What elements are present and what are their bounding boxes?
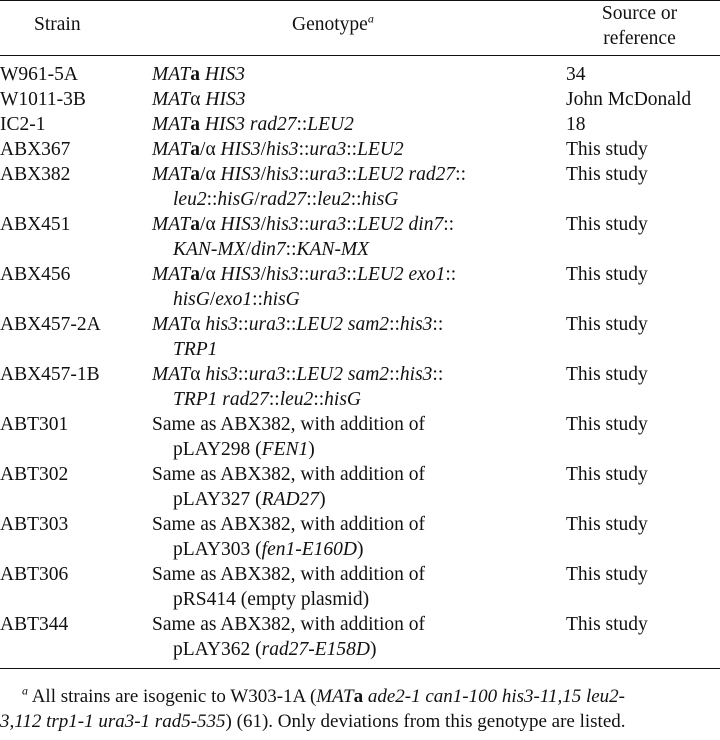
genotype-part: HIS3 <box>200 89 246 110</box>
source-cell: This study <box>566 564 648 585</box>
genotype-line-2 <box>152 587 559 612</box>
source-cell: 34 <box>566 64 586 85</box>
genotype-part: :: <box>298 164 310 185</box>
source-cell: This study <box>566 414 648 435</box>
genotype-part: :: <box>285 239 297 260</box>
header-strain <box>0 1 152 56</box>
footnote-text: MAT <box>316 686 354 707</box>
genotype-part: pLAY303 ( <box>173 539 262 560</box>
genotype-part: his3 <box>266 164 299 185</box>
genotype-part: ura3 <box>248 314 286 335</box>
strain-cell: ABX451 <box>0 214 71 235</box>
header-source-text <box>602 1 677 51</box>
genotype-part: hisG <box>173 289 210 310</box>
genotype-part: din7 <box>251 239 286 260</box>
genotype-line-1: Same as ABX382, with addition of <box>152 614 425 635</box>
genotype-line-2 <box>152 337 559 362</box>
genotype-cell <box>152 262 559 312</box>
source-cell: This study <box>566 364 648 385</box>
table-row <box>0 362 720 412</box>
table-header <box>0 1 720 56</box>
genotype-line-2 <box>152 387 559 412</box>
source-cell: This study <box>566 264 648 285</box>
genotype-part: his3 <box>200 364 238 385</box>
genotype-part: MAT <box>152 64 191 85</box>
genotype-part: hisG <box>324 389 361 410</box>
table-row <box>0 412 720 462</box>
genotype-part: leu2 <box>173 189 207 210</box>
genotype-part: / <box>209 289 216 310</box>
genotype-part: :: <box>298 214 310 235</box>
source-cell: This study <box>566 314 648 335</box>
genotype-part: hisG <box>361 189 399 210</box>
genotype-part: :: <box>313 389 325 410</box>
table-row <box>0 262 720 312</box>
genotype-part: fen1-E160D <box>261 539 357 560</box>
header-source-line2: reference <box>603 28 676 49</box>
genotype-part: HIS3 <box>220 264 261 285</box>
genotype-part: LEU2 rad27 <box>357 164 456 185</box>
strain-cell: ABX457-1B <box>0 364 100 385</box>
source-cell: This study <box>566 164 648 185</box>
genotype-cell <box>152 612 559 669</box>
genotype-part: :: <box>346 264 358 285</box>
strain-cell: ABX457-2A <box>0 314 101 335</box>
strain-cell: ABT306 <box>0 564 69 585</box>
genotype-part: ) <box>319 489 326 510</box>
genotype-part: / <box>245 239 251 260</box>
genotype-part: pRS414 (empty plasmid) <box>173 589 370 610</box>
genotype-part: ura3 <box>309 139 347 160</box>
genotype-part: :: <box>306 189 318 210</box>
header-source <box>559 1 720 56</box>
genotype-part: :: <box>298 264 310 285</box>
genotype-line-1 <box>152 264 456 285</box>
genotype-part: :: <box>445 264 457 285</box>
footnote-text: 3,112 trp1-1 ura3-1 rad5-535 <box>0 711 226 732</box>
strain-cell: ABT303 <box>0 514 69 535</box>
genotype-part: pLAY327 ( <box>173 489 262 510</box>
genotype-part: :: <box>346 164 358 185</box>
genotype-part: ura3 <box>309 264 347 285</box>
genotype-line-1 <box>152 364 443 385</box>
genotype-cell <box>152 56 559 88</box>
source-cell: 18 <box>566 114 586 135</box>
header-genotype <box>152 1 559 56</box>
genotype-line-2 <box>152 437 559 462</box>
genotype-part: KAN-MX <box>296 239 370 260</box>
genotype-part: his3 <box>200 314 238 335</box>
genotype-part: rad27 <box>259 189 307 210</box>
genotype-part: his3 <box>399 314 433 335</box>
source-cell: This study <box>566 614 648 635</box>
footnote-text: ade2-1 can1-100 his3-11,15 leu2- <box>363 686 625 707</box>
strain-cell: W961-5A <box>0 64 78 85</box>
genotype-part: / <box>260 164 267 185</box>
strain-cell: IC2-1 <box>0 114 46 135</box>
table-row <box>0 562 720 612</box>
genotype-part: / <box>254 189 260 210</box>
genotype-part: RAD27 <box>261 489 320 510</box>
genotype-line-2 <box>152 537 559 562</box>
genotype-part: ) <box>308 439 315 460</box>
genotype-part: :: <box>346 139 358 160</box>
genotype-part: rad27-E158D <box>261 639 370 660</box>
genotype-part: his3 <box>266 139 299 160</box>
table-row <box>0 112 720 137</box>
genotype-part: / <box>260 264 267 285</box>
genotype-part: his3 <box>399 364 433 385</box>
genotype-line-1 <box>152 314 443 335</box>
genotype-part: /α <box>200 214 221 235</box>
genotype-part: :: <box>285 314 297 335</box>
header-genotype-text <box>292 1 374 37</box>
genotype-part: /α <box>200 164 221 185</box>
genotype-part: :: <box>237 314 249 335</box>
genotype-part: α <box>190 364 201 385</box>
table-row <box>0 462 720 512</box>
genotype-cell <box>152 162 559 212</box>
source-cell: This study <box>566 139 648 160</box>
strain-cell: W1011-3B <box>0 89 86 110</box>
table-footnote <box>0 684 720 734</box>
table-row <box>0 612 720 669</box>
strain-cell: ABT344 <box>0 614 69 635</box>
genotype-line-1: Same as ABX382, with addition of <box>152 564 425 585</box>
table-body <box>0 56 720 669</box>
header-row <box>0 1 720 56</box>
genotype-part: LEU2 <box>307 114 354 135</box>
genotype-cell <box>152 562 559 612</box>
footnote-line-1 <box>0 684 720 709</box>
genotype-line-2 <box>152 287 559 312</box>
genotype-part: MAT <box>152 139 191 160</box>
header-genotype-label: Genotype <box>292 14 368 35</box>
source-cell: John McDonald <box>566 89 692 110</box>
genotype-line-1: Same as ABX382, with addition of <box>152 414 425 435</box>
header-source-line1: Source or <box>601 3 678 24</box>
footnote-text: ) (61). Only deviations from this genotype are listed. <box>225 711 626 732</box>
genotype-part: leu2 <box>317 189 351 210</box>
genotype-part: his3 <box>266 214 299 235</box>
genotype-part: a <box>190 264 201 285</box>
genotype-cell <box>152 412 559 462</box>
genotype-part: HIS3 <box>220 214 261 235</box>
genotype-part: LEU2 exo1 <box>357 264 446 285</box>
source-cell: This study <box>566 464 648 485</box>
genotype-part: HIS3 <box>220 164 261 185</box>
genotype-line-1: Same as ABX382, with addition of <box>152 514 425 535</box>
genotype-part: :: <box>346 214 358 235</box>
genotype-part: :: <box>237 364 249 385</box>
genotype-part: MAT <box>152 114 191 135</box>
genotype-part: hisG <box>217 189 255 210</box>
genotype-part: :: <box>268 389 280 410</box>
genotype-part: MAT <box>152 164 191 185</box>
table-row <box>0 162 720 212</box>
genotype-part: KAN-MX <box>173 239 246 260</box>
genotype-part: a <box>190 214 201 235</box>
genotype-part: /α <box>200 264 221 285</box>
genotype-cell <box>152 112 559 137</box>
genotype-part: LEU2 sam2 <box>296 364 390 385</box>
table-row <box>0 212 720 262</box>
genotype-part: MAT <box>152 214 191 235</box>
footnote-line-2 <box>0 709 720 734</box>
strain-cell: ABX367 <box>0 139 71 160</box>
table-row <box>0 312 720 362</box>
genotype-part: ura3 <box>309 214 347 235</box>
genotype-part: ura3 <box>248 364 286 385</box>
genotype-line-2 <box>152 187 559 212</box>
source-cell: This study <box>566 214 648 235</box>
genotype-part: a <box>190 64 201 85</box>
genotype-part: :: <box>432 314 444 335</box>
header-genotype-footnote-marker: a <box>367 11 374 26</box>
table-row <box>0 87 720 112</box>
table-row <box>0 512 720 562</box>
genotype-part: pLAY298 ( <box>173 439 262 460</box>
genotype-part: :: <box>206 189 218 210</box>
header-strain-label: Strain <box>34 14 81 35</box>
genotype-part: LEU2 <box>357 139 404 160</box>
source-cell: This study <box>566 514 648 535</box>
genotype-part: his3 <box>266 264 299 285</box>
genotype-line-1: Same as ABX382, with addition of <box>152 464 425 485</box>
genotype-part: a <box>190 139 201 160</box>
genotype-part: exo1 <box>215 289 253 310</box>
genotype-part: MAT <box>152 89 191 110</box>
genotype-cell <box>152 512 559 562</box>
footnote-text: a <box>353 686 364 707</box>
genotype-part: hisG <box>262 289 300 310</box>
genotype-part: :: <box>350 189 362 210</box>
strain-cell: ABX382 <box>0 164 71 185</box>
genotype-part: α <box>190 89 201 110</box>
strain-cell: ABX456 <box>0 264 71 285</box>
genotype-part: TRP1 <box>173 339 218 360</box>
genotype-part: HIS3 <box>220 139 261 160</box>
genotype-line-1 <box>152 214 454 235</box>
genotype-part: MAT <box>152 364 191 385</box>
footnote-text: All strains are isogenic to W303-1A ( <box>28 686 317 707</box>
genotype-part: leu2 <box>279 389 314 410</box>
genotype-line-1 <box>152 164 466 185</box>
genotype-part: MAT <box>152 264 191 285</box>
genotype-line-2 <box>152 237 559 262</box>
genotype-line-2 <box>152 637 559 662</box>
genotype-part: :: <box>443 214 455 235</box>
genotype-cell <box>152 87 559 112</box>
genotype-part: TRP1 rad27 <box>173 389 269 410</box>
genotype-cell <box>152 137 559 162</box>
genotype-part: :: <box>298 139 310 160</box>
genotype-cell <box>152 312 559 362</box>
genotype-part: :: <box>296 114 308 135</box>
genotype-part: :: <box>389 364 400 385</box>
genotype-part: /α <box>200 139 221 160</box>
genotype-part: LEU2 sam2 <box>296 314 390 335</box>
genotype-part: ) <box>369 639 377 660</box>
genotype-part: :: <box>389 314 400 335</box>
genotype-cell <box>152 212 559 262</box>
genotype-part: ) <box>356 539 364 560</box>
genotype-cell <box>152 462 559 512</box>
footnote-marker: a <box>22 683 28 698</box>
genotype-part: pLAY362 ( <box>173 639 262 660</box>
genotype-part: / <box>260 214 267 235</box>
table-row <box>0 137 720 162</box>
genotype-part: :: <box>432 364 444 385</box>
genotype-part: a <box>190 114 201 135</box>
genotype-part: α <box>190 314 201 335</box>
strain-cell: ABT302 <box>0 464 69 485</box>
genotype-part: HIS3 <box>200 64 245 85</box>
genotype-part: FEN1 <box>261 439 309 460</box>
genotype-line-2 <box>152 487 559 512</box>
strain-cell: ABT301 <box>0 414 69 435</box>
genotype-part: LEU2 din7 <box>357 214 444 235</box>
genotype-part: / <box>260 139 267 160</box>
genotype-part: ura3 <box>309 164 347 185</box>
genotype-part: :: <box>285 364 297 385</box>
genotype-part: HIS3 rad27 <box>200 114 297 135</box>
table-row <box>0 56 720 88</box>
genotype-part: a <box>190 164 201 185</box>
genotype-part: :: <box>252 289 263 310</box>
genotype-part: MAT <box>152 314 191 335</box>
genotype-part: :: <box>455 164 466 185</box>
genotype-cell <box>152 362 559 412</box>
